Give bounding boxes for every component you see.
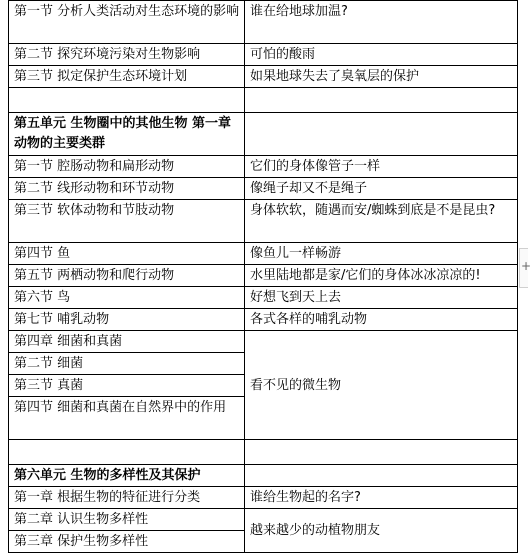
- plus-icon[interactable]: +: [521, 259, 531, 273]
- topic-cell: 好想飞到天上去: [245, 287, 518, 309]
- lesson-cell: 第四节 鱼: [9, 243, 245, 265]
- lesson-cell: 第二节 探究环境污染对生物影响: [9, 44, 245, 66]
- table-row: [9, 487, 518, 509]
- topic-cell: 谁给生物起的名字?: [245, 487, 518, 509]
- table-row: [9, 178, 518, 200]
- lesson-cell: 第三节 拟定保护生态环境计划: [9, 66, 245, 88]
- lesson-cell: 第五节 两栖动物和爬行动物: [9, 265, 245, 287]
- table-row: [9, 1, 518, 44]
- lesson-cell: 第四节 细菌和真菌在自然界中的作用: [9, 397, 245, 440]
- lesson-cell: 第一节 腔肠动物和扁形动物: [9, 156, 245, 178]
- empty-cell: [9, 440, 245, 465]
- topic-cell: 它们的身体像管子一样: [245, 156, 518, 178]
- lesson-cell: 第二节 细菌: [9, 353, 245, 375]
- lesson-cell: 第一节 分析人类活动对生态环境的影响: [9, 1, 245, 44]
- unit-heading-row: [9, 113, 518, 156]
- lesson-cell: 第七节 哺乳动物: [9, 309, 245, 331]
- table-row: [9, 66, 518, 88]
- lesson-cell: 第三节 真菌: [9, 375, 245, 397]
- curriculum-table: [8, 0, 518, 553]
- table-row: [9, 509, 518, 531]
- topic-cell-merged: 看不见的微生物: [245, 331, 518, 440]
- unit-heading: 第六单元 生物的多样性及其保护: [9, 465, 245, 487]
- topic-cell: 如果地球失去了臭氧层的保护: [245, 66, 518, 88]
- topic-cell: 像鱼儿一样畅游: [245, 243, 518, 265]
- unit-heading-row: [9, 465, 518, 487]
- topic-cell: 水里陆地都是家/它们的身体冰冰凉凉的!: [245, 265, 518, 287]
- lesson-cell: 第三节 软体动物和节肢动物: [9, 200, 245, 243]
- empty-cell: [245, 113, 518, 156]
- lesson-cell: 第一章 根据生物的特征进行分类: [9, 487, 245, 509]
- topic-cell: 谁在给地球加温?: [245, 1, 518, 44]
- empty-cell: [245, 440, 518, 465]
- lesson-cell: 第四章 细菌和真菌: [9, 331, 245, 353]
- lesson-cell: 第二节 线形动物和环节动物: [9, 178, 245, 200]
- empty-cell: [245, 465, 518, 487]
- topic-cell: 身体软软，随遇而安/蜘蛛到底是不是昆虫?: [245, 200, 518, 243]
- lesson-cell: 第六节 鸟: [9, 287, 245, 309]
- spacer-row: [9, 440, 518, 465]
- topic-cell-merged: 越来越少的动植物朋友: [245, 509, 518, 553]
- empty-cell: [245, 88, 518, 113]
- table-row: [9, 200, 518, 243]
- table-row: [9, 265, 518, 287]
- table-row: [9, 156, 518, 178]
- topic-cell: 可怕的酸雨: [245, 44, 518, 66]
- unit-heading: 第五单元 生物圈中的其他生物 第一章 动物的主要类群: [9, 113, 245, 156]
- topic-cell: 各式各样的哺乳动物: [245, 309, 518, 331]
- spacer-row: [9, 88, 518, 113]
- table-row: [9, 309, 518, 331]
- topic-cell: 像绳子却又不是绳子: [245, 178, 518, 200]
- table-row: [9, 331, 518, 353]
- lesson-cell: 第三章 保护生物多样性: [9, 531, 245, 553]
- empty-cell: [9, 88, 245, 113]
- lesson-cell: 第二章 认识生物多样性: [9, 509, 245, 531]
- table-row: [9, 44, 518, 66]
- table-row: [9, 243, 518, 265]
- table-row: [9, 287, 518, 309]
